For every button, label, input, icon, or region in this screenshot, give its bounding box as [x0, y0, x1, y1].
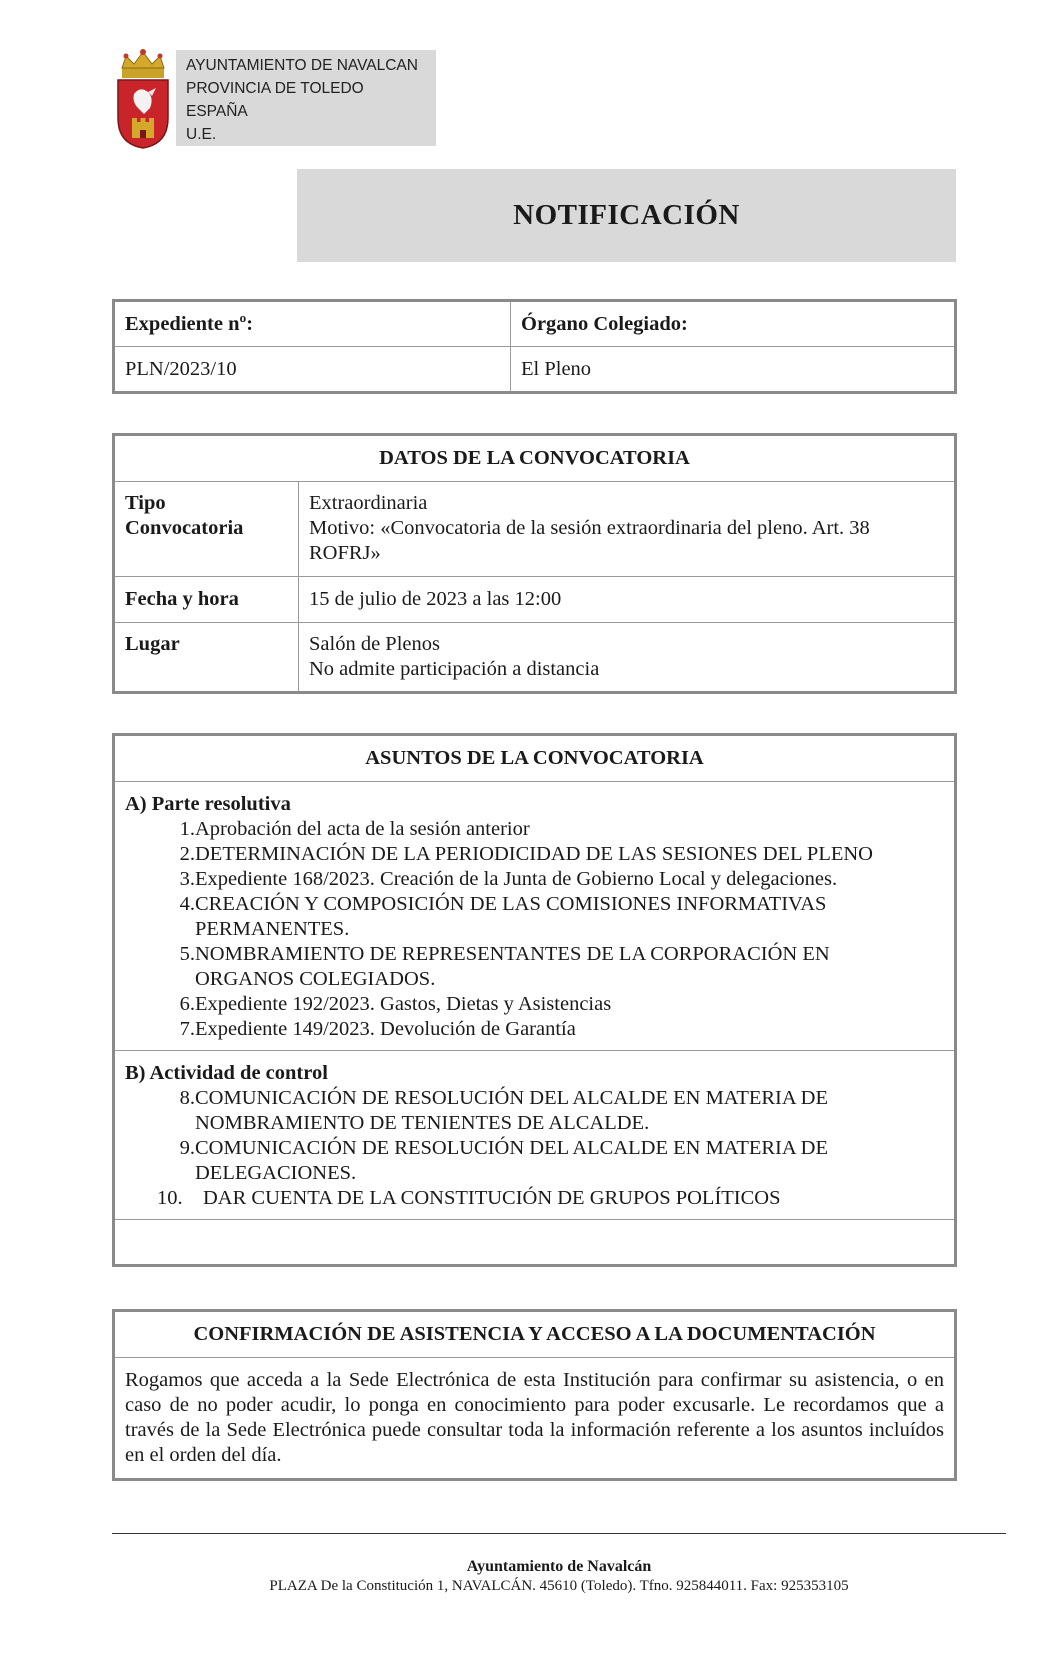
fecha-label: Fecha y hora: [125, 588, 239, 610]
expediente-label-cell: [114, 301, 511, 347]
tipo-label-line2: Convocatoria: [125, 517, 244, 539]
asuntos-section-a: [114, 782, 956, 1051]
agenda-item-text: CREACIÓN Y COMPOSICIÓN DE LAS COMISIONES INFORMATIVAS: [195, 893, 827, 915]
footer-address: PLAZA De la Constitución 1, NAVALCÁN. 45610 (Toledo). Tfno. 925844011. Fax: 925353105: [269, 1578, 849, 1594]
agenda-item-number: 3.: [179, 868, 195, 890]
lugar-value-cell: [299, 623, 956, 693]
asuntos-section-b: [114, 1051, 956, 1220]
agenda-item-text: Expediente 192/2023. Gastos, Dietas y Asistencias: [195, 993, 612, 1015]
agenda-item-text: PERMANENTES.: [195, 918, 350, 940]
municipal-crest-icon: [114, 48, 172, 150]
org-line-country: ESPAÑA: [186, 103, 248, 120]
agenda-item-number: 6.: [179, 993, 195, 1015]
agenda-item-text: Expediente 149/2023. Devolución de Garantía: [195, 1018, 576, 1040]
agenda-item: [125, 817, 944, 842]
agenda-item-text: COMUNICACIÓN DE RESOLUCIÓN DEL ALCALDE EN MATERIA DE: [195, 1087, 829, 1109]
agenda-item-number: 5.: [179, 943, 195, 965]
tipo-value-motivo: Motivo: «Convocatoria de la sesión extraordinaria del pleno. Art. 38: [309, 517, 870, 539]
footer-org-name: Ayuntamiento de Navalcán: [466, 1558, 652, 1575]
document-title: NOTIFICACIÓN: [297, 169, 956, 262]
tipo-label-cell: [114, 482, 299, 577]
agenda-item-text: Aprobación del acta de la sesión anterior: [195, 818, 530, 840]
tipo-value-motivo-cont: ROFRJ»: [309, 542, 381, 564]
agenda-item: [125, 1017, 944, 1042]
section-a-title: A) Parte resolutiva: [125, 793, 291, 815]
organo-value: El Pleno: [511, 347, 956, 393]
expediente-value: PLN/2023/10: [114, 347, 511, 393]
agenda-item: [125, 1186, 944, 1211]
agenda-item-text: ORGANOS COLEGIADOS.: [195, 968, 436, 990]
confirmacion-table: [112, 1309, 957, 1481]
org-line-province: PROVINCIA DE TOLEDO: [186, 80, 364, 97]
agenda-item-number: 4.: [179, 893, 195, 915]
section-a-list: [125, 817, 944, 1042]
agenda-item-number: 8.: [179, 1087, 195, 1109]
agenda-item-text: COMUNICACIÓN DE RESOLUCIÓN DEL ALCALDE EN MATERIA DE: [195, 1137, 829, 1159]
agenda-item-text: DAR CUENTA DE LA CONSTITUCIÓN DE GRUPOS POLÍTICOS: [203, 1187, 781, 1209]
asuntos-table: [112, 733, 957, 1267]
expediente-table: [112, 299, 957, 394]
agenda-item-text: NOMBRAMIENTO DE TENIENTES DE ALCALDE.: [195, 1112, 650, 1134]
agenda-item: [125, 992, 944, 1017]
agenda-item-number: 7.: [179, 1018, 195, 1040]
section-b-title: B) Actividad de control: [125, 1062, 328, 1084]
header-logo-block: [114, 48, 436, 150]
agenda-item: [125, 1136, 944, 1186]
agenda-item: [125, 842, 944, 867]
agenda-item-text: Expediente 168/2023. Creación de la Junta de Gobierno Local y delegaciones.: [195, 868, 838, 890]
organo-label-cell: [511, 301, 956, 347]
organization-box: [176, 50, 436, 146]
org-line-name: AYUNTAMIENTO DE NAVALCAN: [186, 57, 418, 74]
tipo-value-cell: [299, 482, 956, 577]
lugar-value-mode: No admite participación a distancia: [309, 658, 600, 680]
tipo-value-type: Extraordinaria: [309, 492, 428, 514]
confirmacion-heading: CONFIRMACIÓN DE ASISTENCIA Y ACCESO A LA DOCUMENTACIÓN: [114, 1311, 956, 1358]
agenda-item-number: 10.: [157, 1187, 183, 1209]
organo-label: Órgano Colegiado:: [521, 312, 688, 335]
fecha-label-cell: [114, 577, 299, 623]
agenda-item-number: 2.: [179, 843, 195, 865]
agenda-item-text: DETERMINACIÓN DE LA PERIODICIDAD DE LAS SESIONES DEL PLENO: [195, 843, 873, 865]
datos-heading: DATOS DE LA CONVOCATORIA: [114, 435, 956, 482]
section-b-list: [125, 1086, 944, 1211]
footer-divider: [112, 1533, 1006, 1534]
agenda-item-text: DELEGACIONES.: [195, 1162, 357, 1184]
agenda-item: [125, 942, 944, 992]
agenda-item-number: 9.: [179, 1137, 195, 1159]
agenda-item: [125, 1086, 944, 1136]
lugar-value-place: Salón de Plenos: [309, 633, 440, 655]
org-line-union: U.E.: [186, 126, 217, 143]
agenda-item-text: NOMBRAMIENTO DE REPRESENTANTES DE LA CORPORACIÓN EN: [195, 943, 830, 965]
tipo-label-line1: Tipo: [125, 492, 166, 514]
agenda-item: [125, 892, 944, 942]
asuntos-heading: ASUNTOS DE LA CONVOCATORIA: [114, 735, 956, 782]
agenda-item-number: 1.: [179, 818, 195, 840]
datos-convocatoria-table: [112, 433, 957, 694]
asuntos-empty-row: [114, 1220, 956, 1266]
fecha-value: 15 de julio de 2023 a las 12:00: [299, 577, 956, 623]
lugar-label-cell: [114, 623, 299, 693]
agenda-item: [125, 867, 944, 892]
lugar-label: Lugar: [125, 633, 180, 655]
confirmacion-body: Rogamos que acceda a la Sede Electrónica de esta Institución para confirmar su asistencia, o en caso de no poder acudir, lo ponga en conocimiento para poder excusarle. Le recordamos que a través de la Sede Electrónica puede consultar toda la información referente a los asuntos incluídos en el orden del día.: [114, 1358, 956, 1480]
expediente-label: Expediente nº:: [125, 312, 254, 335]
